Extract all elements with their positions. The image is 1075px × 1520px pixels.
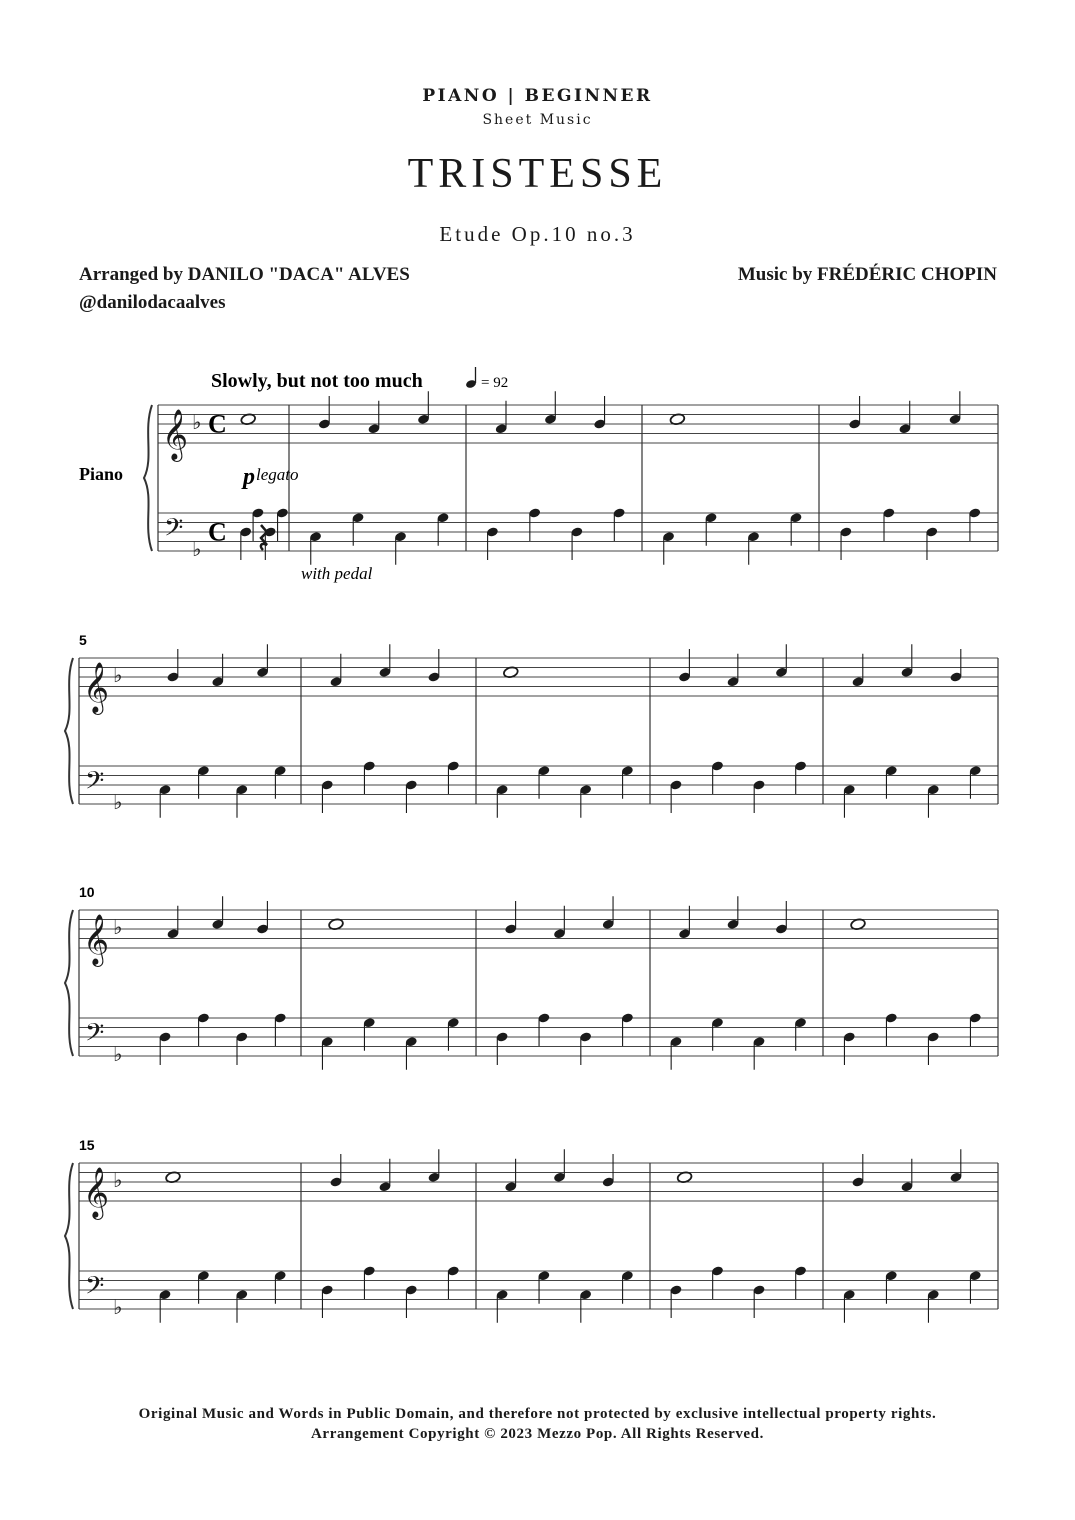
- treble-clef-icon: 𝄞: [83, 1167, 110, 1218]
- subcategory-label: Sheet Music: [482, 112, 593, 128]
- staff-system: [65, 632, 998, 818]
- staff-system: [65, 1137, 998, 1323]
- footer-public-domain-notice: Original Music and Words in Public Domain, and therefore not protected by exclusive intellectual property rights.: [138, 1406, 937, 1422]
- pedal-marking: with pedal: [301, 564, 373, 583]
- bass-clef-icon: 𝄢: [85, 766, 105, 802]
- flat-icon: ♭: [113, 915, 123, 939]
- quarter-rest-icon: [261, 525, 267, 550]
- brace: [144, 405, 152, 551]
- time-signature: C: [208, 517, 227, 547]
- bass-clef-icon: 𝄢: [85, 1018, 105, 1054]
- piece-title: TRISTESSE: [407, 151, 668, 197]
- time-signature: C: [208, 409, 227, 439]
- treble-clef-icon: 𝄞: [162, 409, 189, 460]
- instrument-name: Piano: [79, 464, 124, 484]
- flat-icon: ♭: [113, 1295, 123, 1319]
- tempo-marking: Slowly, but not too much: [211, 370, 423, 392]
- flat-icon: ♭: [113, 1168, 123, 1192]
- piece-subtitle: Etude Op.10 no.3: [439, 222, 636, 246]
- bass-clef-icon: 𝄢: [164, 513, 184, 549]
- tempo-value: = 92: [481, 375, 509, 391]
- bass-clef-icon: 𝄢: [85, 1271, 105, 1307]
- music-score: [0, 340, 1075, 1380]
- composer-credit: Music by FRÉDÉRIC CHOPIN: [737, 264, 997, 285]
- measure-number: 5: [79, 632, 87, 648]
- expression-marking: legato: [256, 465, 299, 484]
- category-label: PIANO | BEGINNER: [422, 86, 653, 106]
- arranger-credit: Arranged by DANILO "DACA" ALVES: [79, 264, 410, 285]
- brace: [65, 910, 73, 1056]
- flat-icon: ♭: [192, 410, 202, 434]
- treble-clef-icon: 𝄞: [83, 914, 110, 965]
- measure-number: 15: [79, 1137, 95, 1153]
- arranger-handle: @danilodacaalves: [79, 292, 226, 313]
- staff-systems: [65, 391, 998, 1323]
- flat-icon: ♭: [113, 1042, 123, 1066]
- flat-icon: ♭: [113, 663, 123, 687]
- brace: [65, 658, 73, 804]
- dynamic-marking: p: [243, 464, 255, 490]
- footer-copyright: Arrangement Copyright © 2023 Mezzo Pop. All Rights Reserved.: [311, 1426, 764, 1442]
- staff-system: [65, 884, 998, 1070]
- brace: [65, 1163, 73, 1309]
- measure-number: 10: [79, 884, 95, 900]
- treble-clef-icon: 𝄞: [83, 662, 110, 713]
- flat-icon: ♭: [113, 790, 123, 814]
- flat-icon: ♭: [192, 537, 202, 561]
